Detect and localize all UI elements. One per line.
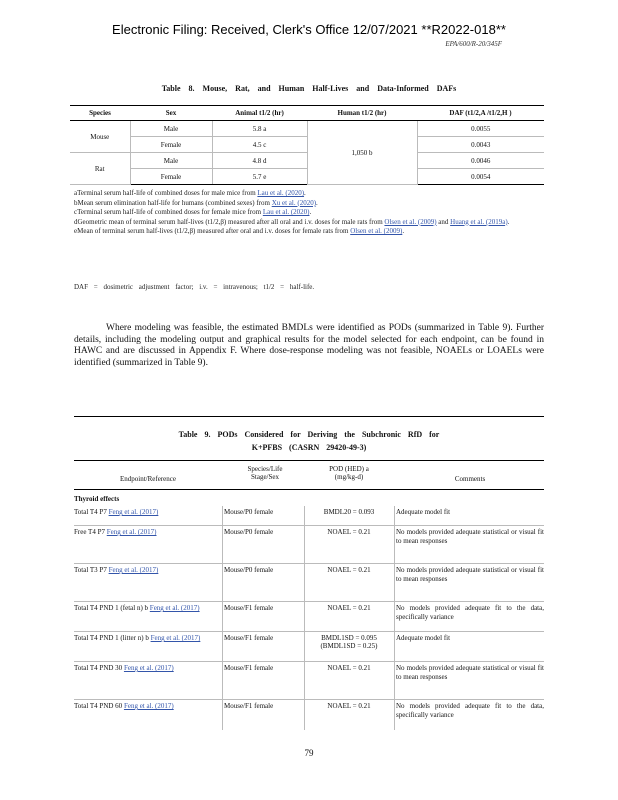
- t8-sex: Male: [130, 121, 212, 137]
- t9-comment: Adequate model fit: [396, 634, 451, 642]
- t9-species: Mouse/F1 female: [224, 634, 274, 642]
- t9-col-divider: [222, 506, 223, 730]
- t8-col-species: Species: [70, 106, 130, 121]
- footnote-d-link-1[interactable]: Olsen et al. (2009): [384, 217, 437, 226]
- t8-daf: 0.0054: [417, 169, 544, 185]
- t9-col-pod: [306, 465, 392, 481]
- footnote-d-link-2[interactable]: Huang et al. (2019a): [450, 217, 508, 226]
- footnote-b: bMean serum elimination half-life for humans (combined sexes) from Xu et al. (2020).: [74, 198, 318, 207]
- t8-animal: 5.8 a: [212, 121, 307, 137]
- table8: [70, 105, 544, 185]
- table8-footnotes: [74, 189, 544, 237]
- t9-endpoint: [74, 604, 222, 612]
- t9-species: Mouse/F1 female: [224, 664, 274, 672]
- table9-header: [74, 463, 544, 490]
- footnote-c: cTerminal serum half-life of combined doses for female mice from Lau et al. (2020).: [74, 208, 312, 216]
- footnote-c-link[interactable]: Lau et al. (2020): [262, 208, 310, 216]
- t9-col-species: [224, 465, 306, 481]
- t8-animal: 4.8 d: [212, 153, 307, 169]
- t9-col-pod-line1: POD (HED) a: [329, 465, 369, 473]
- t9-col-species-line2: Stage/Sex: [251, 473, 279, 481]
- t8-col-human: Human t1/2 (hr): [307, 106, 417, 121]
- footnote-d-text: dGeometric mean of terminal serum half-lives (t1/2,β) measured after all oral and i.v. doses for male rats from: [74, 217, 383, 226]
- t8-animal: 4.5 c: [212, 137, 307, 153]
- t9-endpoint-text: Total T4 PND 1 (fetal n) b: [74, 604, 149, 612]
- t9-endpoint-text: Total T3 P7: [74, 566, 107, 574]
- t9-ref-link[interactable]: Feng et al. (2017): [106, 528, 157, 536]
- table-row: [74, 564, 544, 602]
- footnote-e-link[interactable]: Olsen et al. (2009): [350, 227, 403, 235]
- t9-pod: NOAEL = 0.21: [327, 702, 371, 710]
- t9-comment: No models provided adequate fit to the data, specifically variance: [396, 702, 544, 719]
- t9-ref-link[interactable]: Feng et al. (2017): [123, 702, 174, 710]
- table9-title-line2: K+PFBS (CASRN 29420-49-3): [251, 443, 367, 452]
- footnote-b-text: bMean serum elimination half-life for humans (combined sexes) from: [74, 198, 270, 207]
- footnote-a: aTerminal serum half-life of combined doses for male mice from Lau et al. (2020).: [74, 189, 306, 197]
- t8-col-animal: Animal t1/2 (hr): [212, 106, 307, 121]
- t8-daf: 0.0055: [417, 121, 544, 137]
- t8-human: 1,050 b: [307, 121, 417, 185]
- t9-endpoint-text: Total T4 PND 30: [74, 664, 123, 672]
- t9-pod: NOAEL = 0.21: [327, 566, 371, 574]
- t8-animal: 5.7 e: [212, 169, 307, 185]
- document-id: EPA/600/R-20/345F: [445, 40, 502, 48]
- t9-pod: BMDL20 = 0.093: [323, 508, 375, 516]
- t9-endpoint: [74, 508, 222, 516]
- table9-top-rule: [74, 416, 544, 417]
- t8-sex: Female: [130, 169, 212, 185]
- t9-species: Mouse/P0 female: [224, 508, 274, 516]
- t9-ref-link[interactable]: Feng et al. (2017): [108, 508, 159, 516]
- footnote-e: eMean of terminal serum half-lives (t1/2,β) measured after oral and i.v. doses for female rats from Olsen et al. (2009).: [74, 227, 405, 235]
- t9-species: Mouse/P0 female: [224, 528, 274, 536]
- t9-ref-link[interactable]: Feng et al. (2017): [150, 634, 201, 642]
- footnote-d: dGeometric mean of terminal serum half-lives (t1/2,β) measured after all oral and i.v. doses for male rats from Olsen et al. (2009) and Huang et al. (2019a).: [74, 217, 510, 226]
- table-row: [74, 662, 544, 700]
- body-paragraph: Where modeling was feasible, the estimated BMDLs were identified as PODs (summarized in Table 9). Further details, including the modeling output and graphical results for the model selected for each endpoint, can be found in HAWC and are discussed in Appendix F. Where dose-response modeling was not feasible, NOAELs or LOAELs were identified (summarized in Table 9).: [74, 323, 544, 368]
- table-row: [74, 632, 544, 662]
- t8-sex: Female: [130, 137, 212, 153]
- filing-stamp: Electronic Filing: Received, Clerk's Office 12/07/2021 **R2022-018**: [112, 22, 506, 37]
- t9-pod: NOAEL = 0.21: [327, 528, 371, 536]
- t8-daf: 0.0043: [417, 137, 544, 153]
- t9-endpoint-text: Total T4 PND 60: [74, 702, 123, 710]
- t9-col-species-line1: Species/Life: [247, 465, 283, 473]
- t9-col-pod-line2: (mg/kg-d): [334, 473, 364, 481]
- t9-comment: No models provided adequate statistical or visual fit to mean responses: [396, 528, 544, 545]
- t8-col-sex: Sex: [130, 106, 212, 121]
- table8-abbreviations: DAF = dosimetric adjustment factor; i.v. = intravenous; t1/2 = half-life.: [74, 283, 315, 291]
- t9-endpoint-text: Total T4 PND 1 (litter n) b: [74, 634, 149, 642]
- t8-daf: 0.0046: [417, 153, 544, 169]
- footnote-a-text: aTerminal serum half-life of combined doses for male mice from: [74, 189, 256, 197]
- t9-species: Mouse/F1 female: [224, 702, 274, 710]
- t9-pod: BMDL1SD = 0.095 (BMDL1SD = 0.25): [320, 634, 378, 650]
- t8-col-daf: DAF (t1/2,A /t1/2,H ): [417, 106, 544, 121]
- t9-comment: No models provided adequate statistical or visual fit to mean responses: [396, 664, 544, 681]
- table9-body: [74, 492, 544, 730]
- t8-sex: Male: [130, 153, 212, 169]
- t9-endpoint: [74, 702, 222, 710]
- t9-endpoint: [74, 528, 222, 536]
- t9-col-endpoint: Endpoint/Reference: [120, 475, 176, 483]
- table8-title: Table 8. Mouse, Rat, and Human Half-Lives and Data-Informed DAFs: [161, 84, 457, 93]
- t9-pod: NOAEL = 0.21: [327, 604, 371, 612]
- t9-ref-link[interactable]: Feng et al. (2017): [149, 604, 200, 612]
- t9-endpoint-text: Free T4 P7: [74, 528, 105, 536]
- t9-endpoint: [74, 664, 222, 672]
- t9-ref-link[interactable]: Feng et al. (2017): [123, 664, 174, 672]
- t9-species: Mouse/P0 female: [224, 566, 274, 574]
- footnote-d-and: and: [438, 217, 449, 226]
- t8-species-mouse: Mouse: [70, 121, 130, 153]
- footnote-c-text: cTerminal serum half-life of combined doses for female mice from: [74, 208, 262, 216]
- t9-comment: No models provided adequate statistical or visual fit to mean responses: [396, 566, 544, 583]
- t9-section-thyroid: Thyroid effects: [74, 495, 120, 503]
- t9-comment: Adequate model fit: [396, 508, 451, 516]
- table9-header-rule: [74, 460, 544, 461]
- t9-comment: No models provided adequate fit to the data, specifically variance: [396, 604, 544, 621]
- t9-species: Mouse/F1 female: [224, 604, 274, 612]
- footnote-a-link[interactable]: Lau et al. (2020): [257, 189, 305, 197]
- table-row: [74, 700, 544, 730]
- t9-col-divider: [304, 506, 305, 730]
- footnote-e-text: eMean of terminal serum half-lives (t1/2,β) measured after oral and i.v. doses for female rats from: [74, 227, 349, 235]
- t8-species-rat: Rat: [70, 153, 130, 185]
- footnote-b-link[interactable]: Xu et al. (2020): [271, 198, 317, 207]
- t9-endpoint: [74, 634, 222, 642]
- t9-col-divider: [394, 506, 395, 730]
- table-row: [74, 506, 544, 526]
- t9-endpoint-text: Total T4 P7: [74, 508, 107, 516]
- table-row: [74, 526, 544, 564]
- table9-title: [74, 428, 544, 454]
- t9-pod: NOAEL = 0.21: [327, 664, 371, 672]
- table-row: [74, 602, 544, 632]
- t9-endpoint: [74, 566, 222, 574]
- table9-title-line1: Table 9. PODs Considered for Deriving the Subchronic RfD for: [178, 430, 440, 439]
- t9-ref-link[interactable]: Feng et al. (2017): [108, 566, 159, 574]
- page-number: 79: [304, 748, 314, 758]
- t9-col-comments: Comments: [454, 475, 486, 483]
